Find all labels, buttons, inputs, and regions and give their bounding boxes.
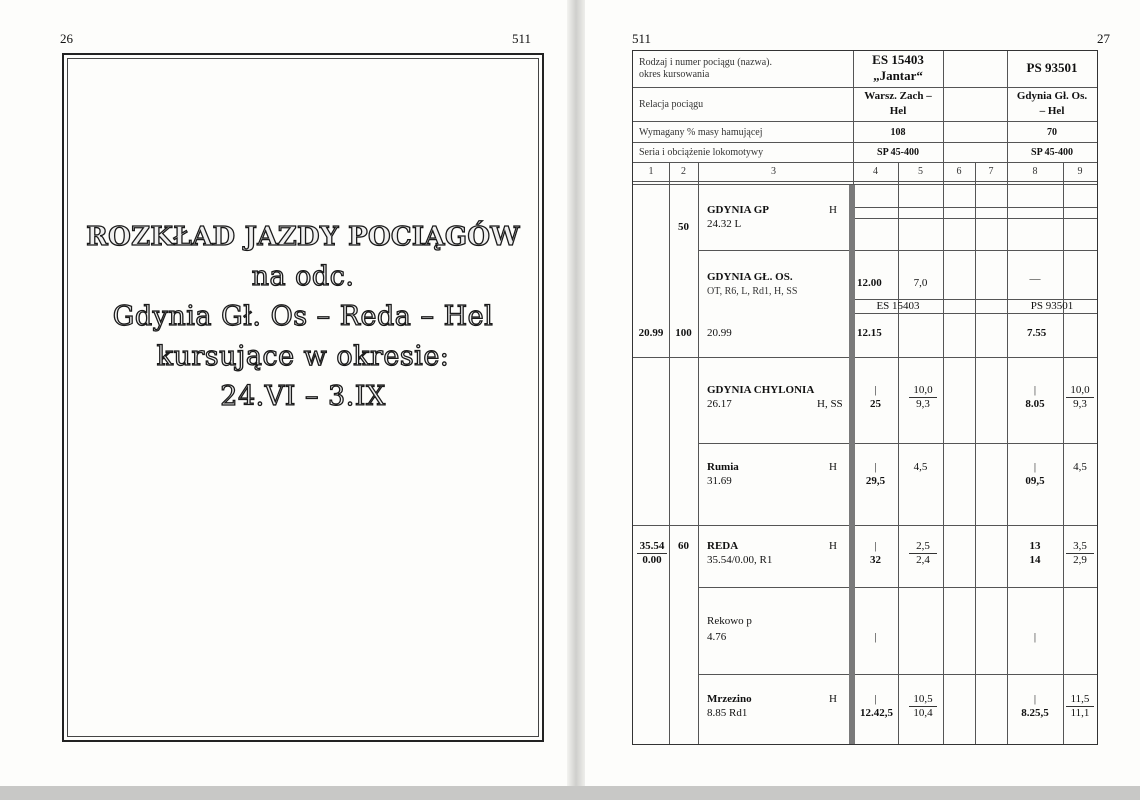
title-section: na odc. (251, 261, 355, 292)
col-number: 8 (1032, 166, 1038, 177)
station-km: 8.85 Rd1 (707, 707, 748, 719)
title-period: 24.VI – 3.IX (220, 381, 386, 412)
page-number: 26 (60, 31, 73, 46)
col-number: 2 (681, 166, 686, 177)
col-number: 1 (648, 166, 654, 177)
header-loco-label: Seria i obciążenie lokomotywy (639, 147, 764, 158)
runtime-fraction (909, 540, 937, 567)
runtime-fraction (1066, 384, 1094, 411)
train-1-braking: 108 (890, 127, 906, 138)
pass-mark: | (874, 540, 877, 552)
title-block (64, 217, 542, 417)
col-number: 9 (1077, 166, 1083, 177)
station-name: GDYNIA GP (707, 204, 770, 216)
title-frame (62, 53, 544, 742)
station-km: 4.76 (707, 631, 727, 643)
col-number: 3 (771, 166, 776, 177)
km-total-fraction (637, 540, 667, 567)
station-km: 35.54/0.00, R1 (707, 554, 773, 566)
book-gutter (567, 0, 585, 800)
pass-mark: | (874, 461, 877, 473)
train-2-loco: SP 45-400 (1031, 147, 1073, 158)
station-name: Rumia (707, 461, 739, 473)
section-number: 511 (632, 31, 652, 46)
time-cell: 32 (870, 554, 881, 566)
pass-mark: | (1033, 693, 1037, 705)
pass-mark: | (874, 384, 877, 396)
col-number: 4 (873, 166, 878, 177)
title-route: Gdynia Gł. Os – Reda – Hel (112, 301, 494, 332)
arrival-cell: 13 (1029, 540, 1041, 552)
runtime-bottom: 10,4 (913, 707, 933, 719)
station-km: 26.17 (707, 398, 732, 410)
station-flag: H (829, 204, 837, 216)
km-total-top: 35.54 (637, 540, 667, 554)
page-number: 27 (1097, 31, 1110, 46)
runtime-top: 10,0 (1066, 384, 1094, 398)
title-main: ROZKŁAD JAZDY POCIĄGÓW (86, 222, 520, 252)
col-number: 6 (956, 166, 962, 177)
station-name: GDYNIA CHYLONIA (707, 384, 815, 396)
time-cell: 09,5 (1025, 475, 1045, 487)
station-km: OT, R6, L, Rd1, H, SS (707, 286, 798, 297)
header-train-label: Rodzaj i numer pociągu (nazwa). (639, 57, 773, 68)
train-2-relation-end: – Hel (1039, 105, 1065, 117)
time-cell: 8.25,5 (1021, 707, 1049, 719)
runtime-fraction (909, 384, 937, 411)
col-number: 7 (988, 166, 994, 177)
sub-train-label: ES 15403 (876, 300, 920, 312)
pass-mark: | (874, 631, 877, 643)
station-name: REDA (707, 540, 739, 552)
time-cell: 25 (870, 398, 881, 410)
station-km: 24.32 L (707, 218, 742, 230)
speed-cell: 100 (675, 327, 692, 339)
runtime-bottom: 9,3 (1073, 398, 1087, 410)
pass-mark: | (1033, 384, 1037, 396)
runtime-fraction (1066, 540, 1094, 567)
station-flag: H (829, 693, 837, 705)
runtime-bottom: 9,3 (916, 398, 930, 410)
pass-mark: | (1033, 461, 1037, 473)
runtime-bottom: 2,4 (916, 554, 930, 566)
runtime-fraction (1066, 693, 1094, 720)
time-cell: 12.00 (857, 277, 882, 289)
pass-mark: | (874, 693, 877, 705)
runtime-bottom: 11,1 (1070, 707, 1090, 719)
station-name: Mrzezino (707, 693, 752, 705)
train-1-loco: SP 45-400 (877, 147, 919, 158)
station-name: GDYNIA GŁ. OS. (707, 271, 793, 283)
km-total-cell: 20.99 (638, 327, 664, 339)
sub-train-label: PS 93501 (1030, 300, 1074, 312)
km-total-bottom: 0.00 (642, 554, 662, 566)
station-flag: H (829, 461, 837, 473)
speed-cell: 60 (678, 540, 689, 552)
left-page (0, 0, 567, 788)
time-cell: 12.15 (857, 327, 882, 339)
runtime-cell: 4,5 (1073, 461, 1087, 473)
train-1-name: „Jantar“ (873, 68, 923, 83)
title-period-label: kursujące w okresie: (156, 341, 450, 372)
runtime-top: 10,5 (909, 693, 937, 707)
pass-mark: | (1033, 631, 1037, 643)
runtime-top: 10,0 (909, 384, 937, 398)
header-relation-label: Relacja pociągu (639, 99, 704, 110)
runtime-cell: 4,5 (913, 461, 928, 473)
runtime-top: 11,5 (1066, 693, 1094, 707)
section-number: 511 (512, 31, 532, 46)
train-2-number: PS 93501 (1026, 60, 1078, 75)
station-km: 31.69 (707, 475, 732, 487)
station-name: Rekowo p (707, 615, 752, 627)
timetable (632, 50, 1098, 745)
scan-bottom-edge (0, 786, 1140, 800)
runtime-bottom: 2,9 (1073, 554, 1087, 566)
time-cell: 7.55 (1027, 327, 1047, 339)
time-cell: 12.42,5 (860, 707, 893, 719)
right-page (585, 0, 1140, 788)
train-1-relation-end: Hel (889, 105, 907, 117)
runtime-top: 2,5 (909, 540, 937, 554)
station-km: 20.99 (707, 327, 732, 339)
time-cell: 8.05 (1025, 398, 1045, 410)
train-1-number: ES 15403 (872, 52, 924, 67)
departure-cell: 14 (1029, 554, 1041, 566)
col-number: 5 (918, 166, 923, 177)
train-2-relation: Gdynia Gł. Os. (1016, 90, 1088, 102)
header-period-label: okres kursowania (639, 69, 710, 80)
time-cell: 29,5 (865, 475, 886, 487)
time-cell: — (1029, 273, 1041, 285)
runtime-cell: 7,0 (913, 277, 928, 289)
header-braking-label: Wymagany % masy hamującej (639, 127, 763, 138)
train-1-relation: Warsz. Zach – (864, 90, 932, 102)
station-flag: H (829, 540, 837, 552)
train-2-braking: 70 (1047, 127, 1057, 138)
runtime-top: 3,5 (1066, 540, 1094, 554)
speed-cell: 50 (678, 221, 689, 233)
station-flag: H, SS (817, 398, 843, 410)
runtime-fraction (909, 693, 937, 720)
